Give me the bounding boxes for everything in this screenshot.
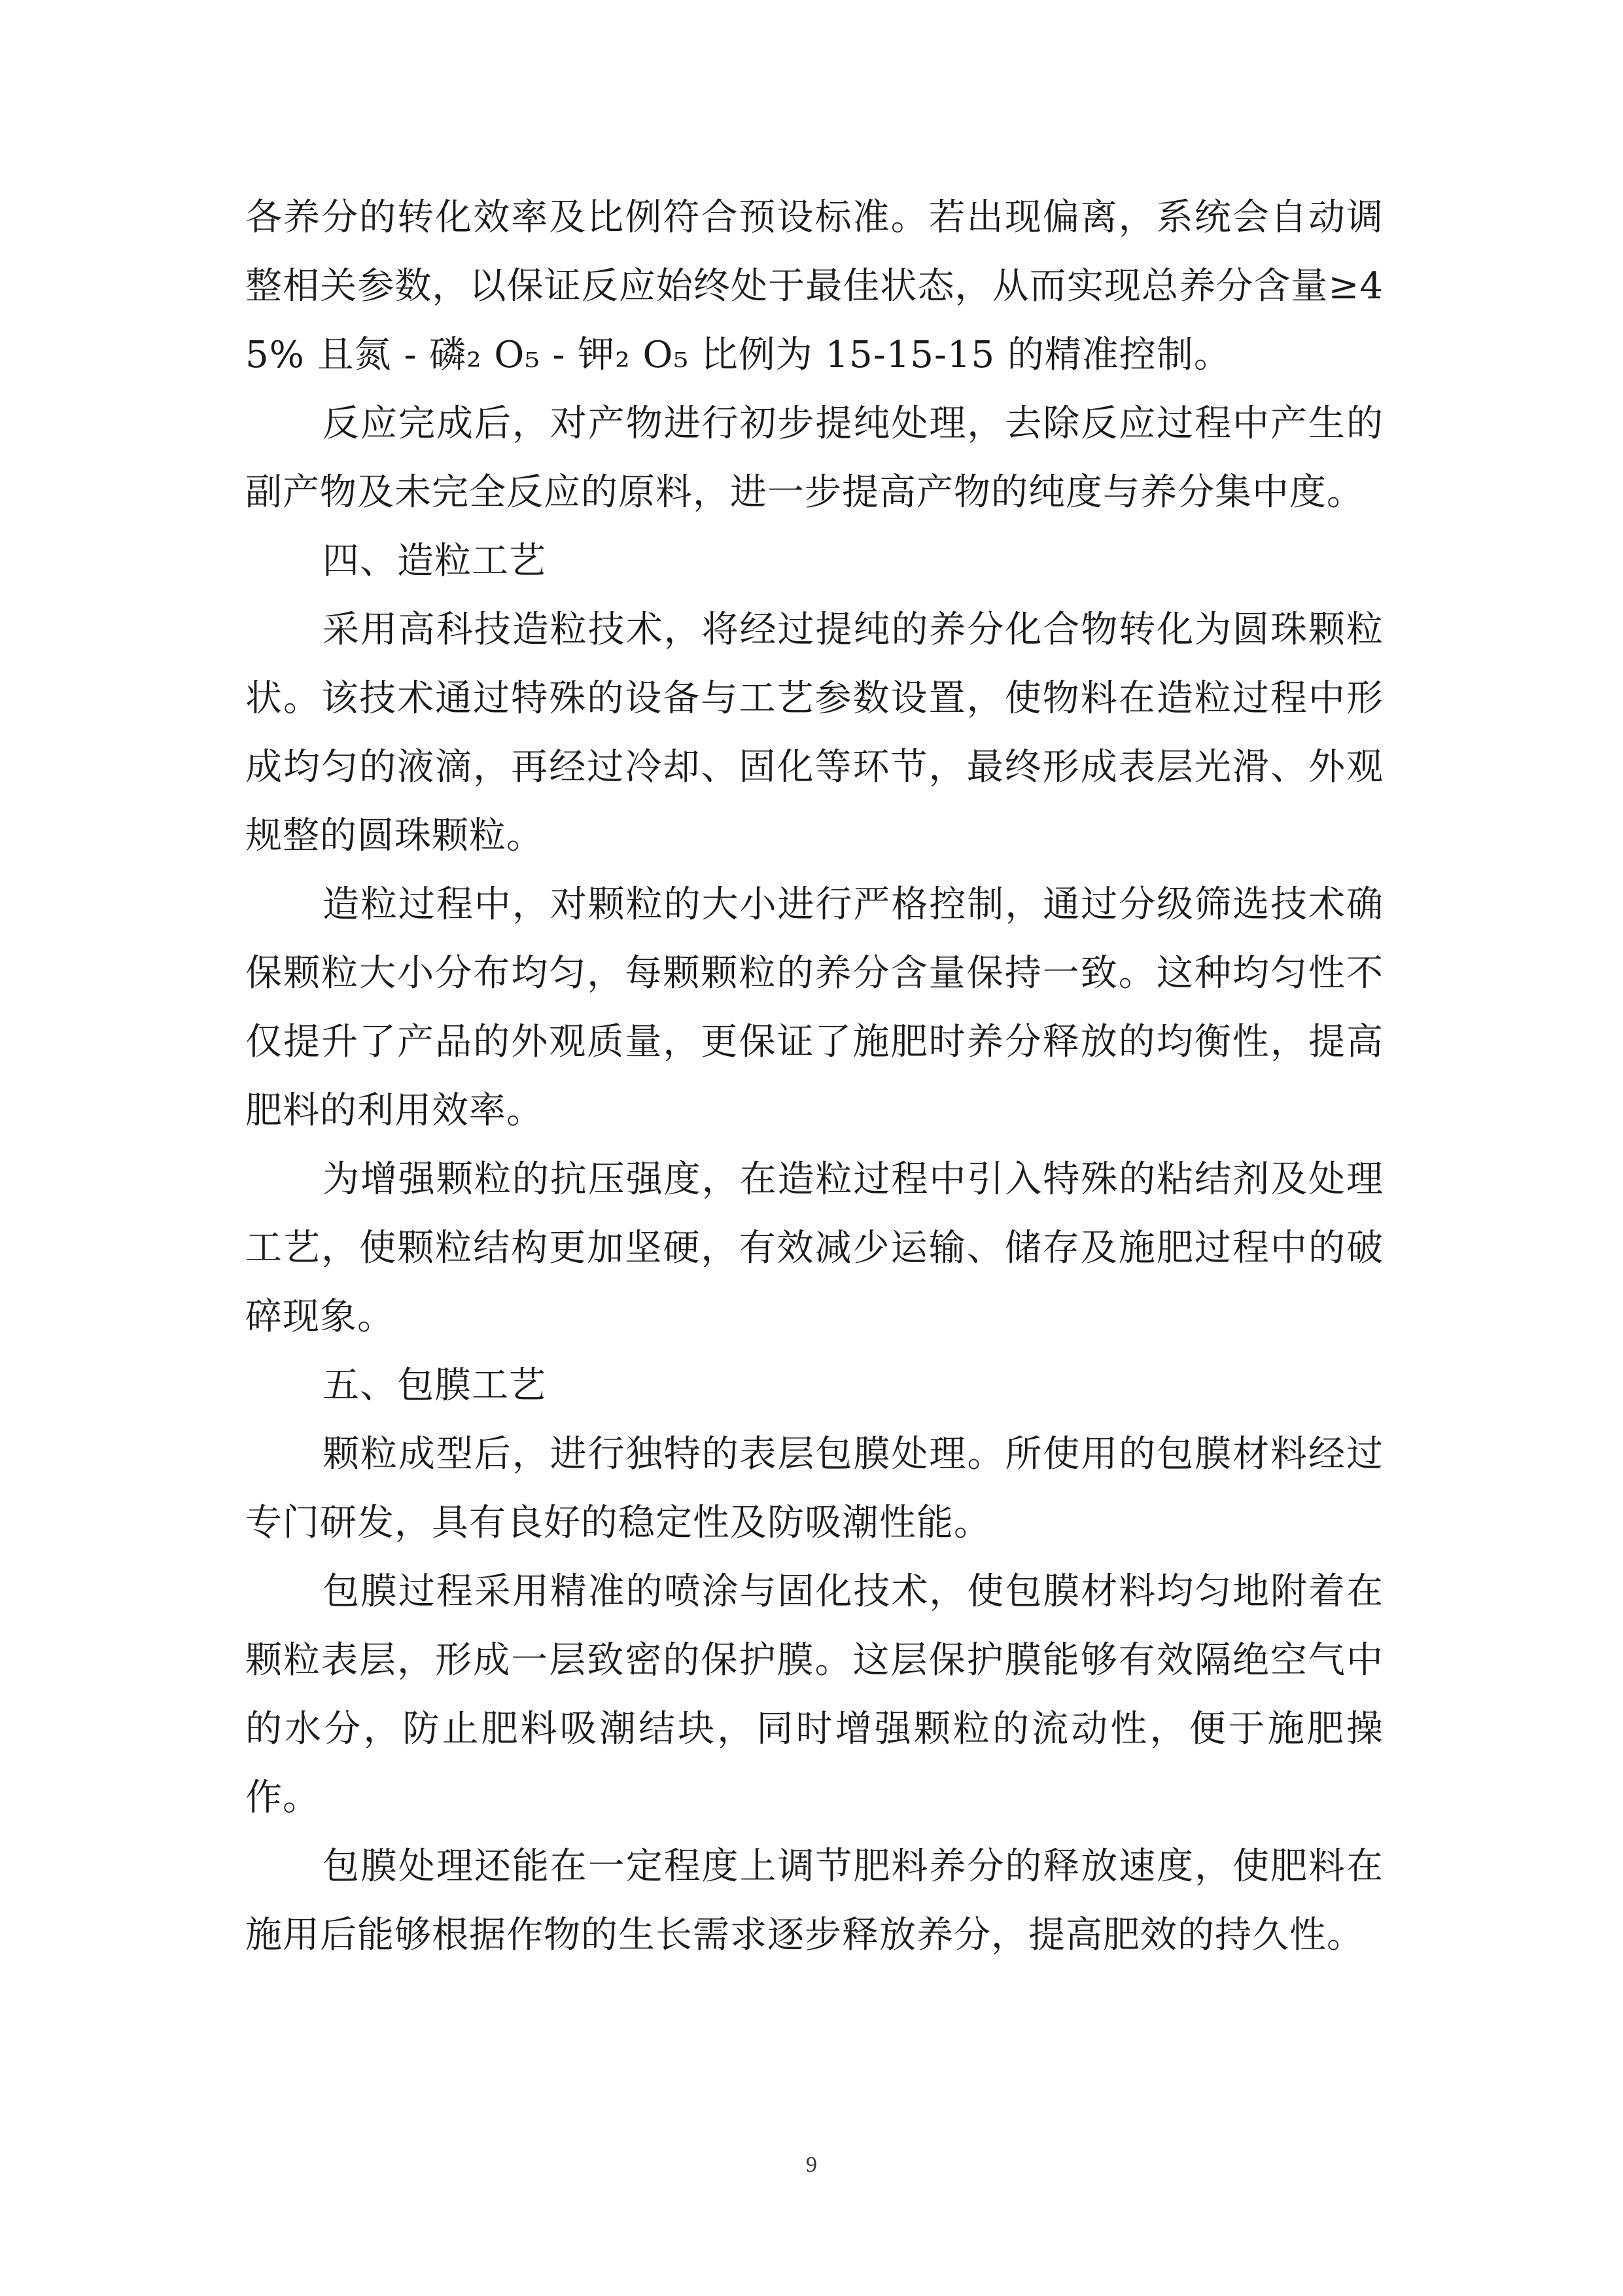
- paragraph-size-control: 造粒过程中，对颗粒的大小进行严格控制，通过分级筛选技术确保颗粒大小分布均匀，每颗颗粒的养分含量保持一致。这种均匀性不仅提升了产品的外观质量，更保证了施肥时养分释放的均衡性，提高肥料的利用效率。: [245, 883, 1384, 1132]
- section-heading-granulation: 四、造粒工艺: [323, 540, 546, 582]
- paragraph-coating-intro: 颗粒成型后，进行独特的表层包膜处理。所使用的包膜材料经过专门研发，具有良好的稳定性及防吸潮性能。: [245, 1433, 1384, 1544]
- paragraph-strength: 为增强颗粒的抗压强度，在造粒过程中引入特殊的粘结剂及处理工艺，使颗粒结构更加坚硬，有效减少运输、储存及施肥过程中的破碎现象。: [245, 1158, 1384, 1338]
- section-heading-coating: 五、包膜工艺: [323, 1364, 546, 1407]
- paragraph-granulation-tech: 采用高科技造粒技术，将经过提纯的养分化合物转化为圆珠颗粒状。该技术通过特殊的设备与工艺参数设置，使物料在造粒过程中形成均匀的液滴，再经过冷却、固化等环节，最终形成表层光滑、外观规整的圆珠颗粒。: [245, 609, 1384, 857]
- paragraph-continuation: 各养分的转化效率及比例符合预设标准。若出现偏离，系统会自动调整相关参数，以保证反应始终处于最佳状态，从而实现总养分含量≥45% 且氮 - 磷₂ O₅ - 钾₂ O₅ 比例为 15-15-15 的精准控制。: [245, 196, 1384, 376]
- body-text: [245, 183, 1384, 1969]
- paragraph-coating-process: 包膜过程采用精准的喷涂与固化技术，使包膜材料均匀地附着在颗粒表层，形成一层致密的保护膜。这层保护膜能够有效隔绝空气中的水分，防止肥料吸潮结块，同时增强颗粒的流动性，便于施肥操作。: [245, 1570, 1384, 1819]
- paragraph-coating-release: 包膜处理还能在一定程度上调节肥料养分的释放速度，使肥料在施用后能够根据作物的生长需求逐步释放养分，提高肥效的持久性。: [245, 1845, 1384, 1956]
- paragraph-purification: 反应完成后，对产物进行初步提纯处理，去除反应过程中产生的副产物及未完全反应的原料，进一步提高产物的纯度与养分集中度。: [245, 402, 1384, 514]
- page-number: 9: [806, 2153, 817, 2177]
